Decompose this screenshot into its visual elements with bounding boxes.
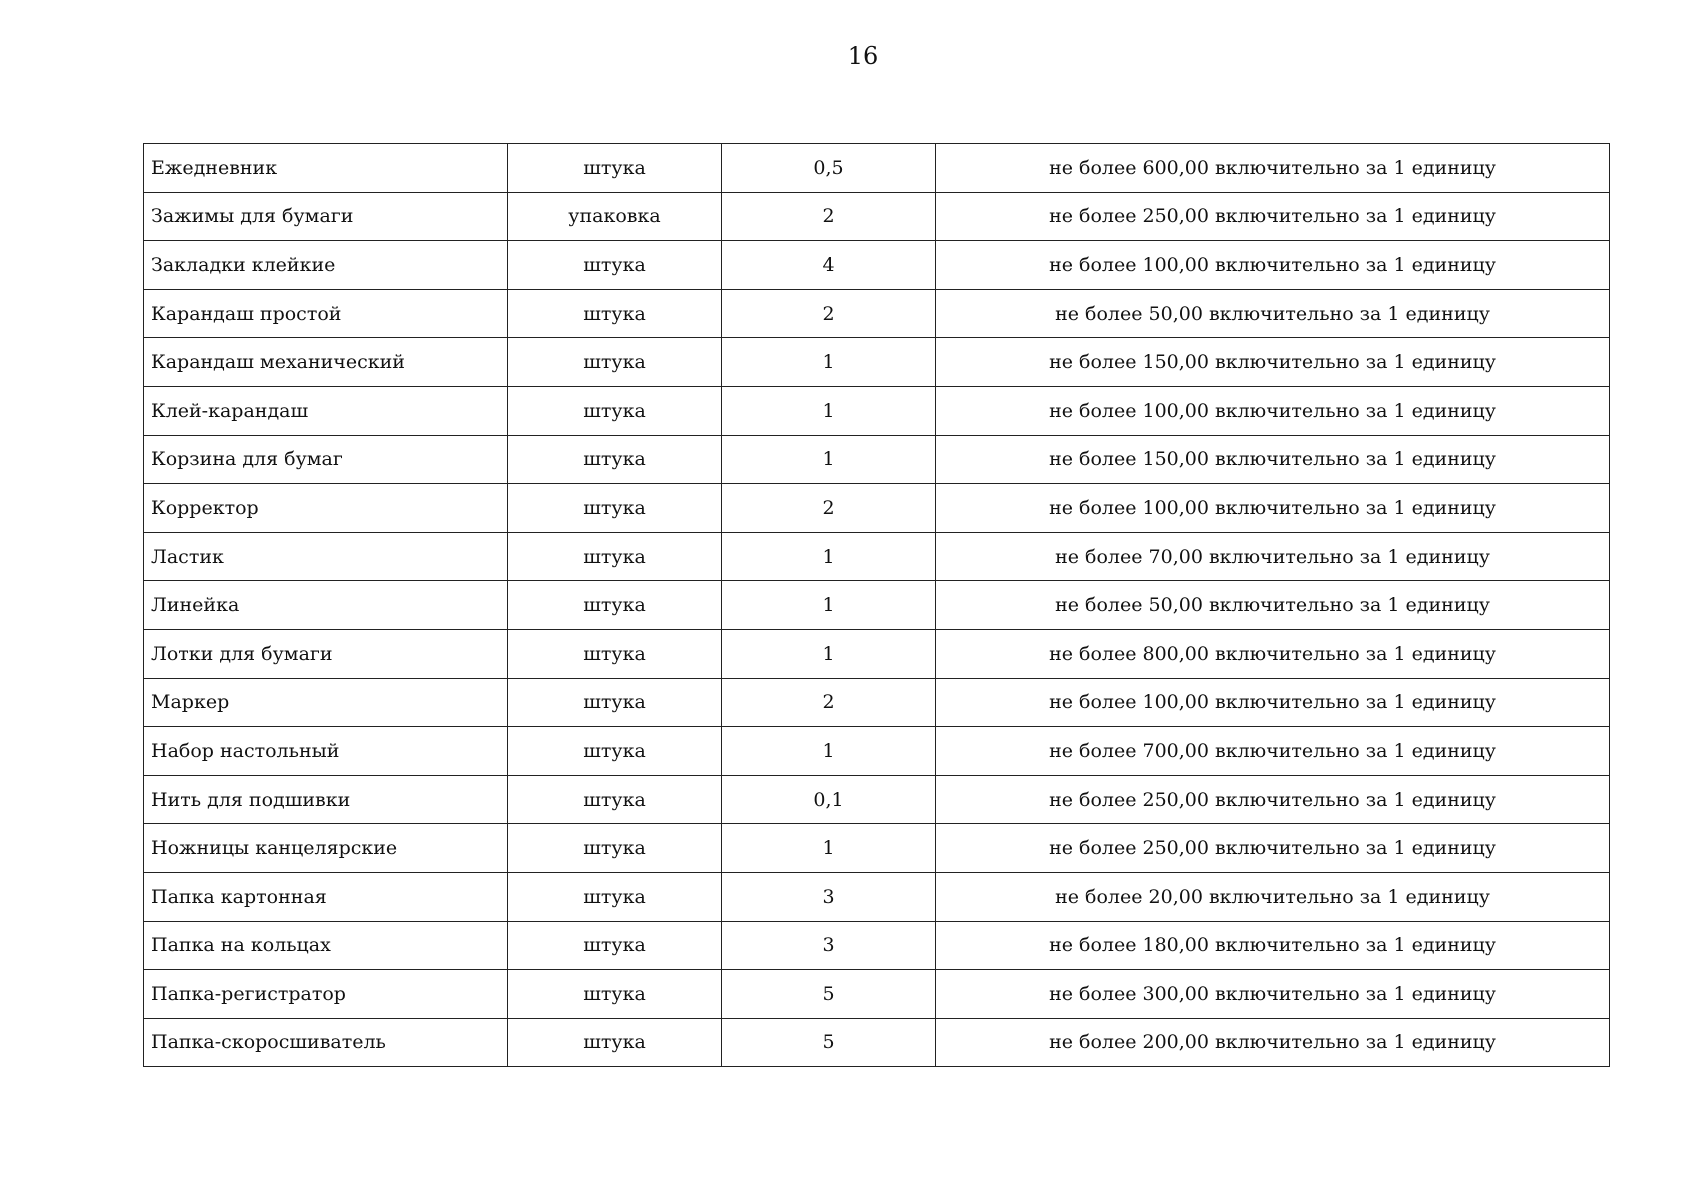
item-name-cell: Ножницы канцелярские (144, 824, 508, 873)
quantity-cell: 1 (722, 629, 936, 678)
supplies-table (143, 143, 1610, 1067)
item-name-cell: Папка картонная (144, 872, 508, 921)
item-name-cell: Закладки клейкие (144, 241, 508, 290)
item-name-cell: Папка-регистратор (144, 970, 508, 1019)
quantity-cell: 5 (722, 1018, 936, 1067)
table-row (144, 144, 1610, 193)
item-name-cell: Корзина для бумаг (144, 435, 508, 484)
quantity-cell: 5 (722, 970, 936, 1019)
price-limit-cell: не более 200,00 включительно за 1 единицу (936, 1018, 1610, 1067)
unit-cell: штука (508, 970, 722, 1019)
page-number: 16 (847, 42, 879, 70)
table-row (144, 338, 1610, 387)
price-limit-cell: не более 50,00 включительно за 1 единицу (936, 581, 1610, 630)
quantity-cell: 2 (722, 678, 936, 727)
price-limit-cell: не более 100,00 включительно за 1 единицу (936, 241, 1610, 290)
quantity-cell: 1 (722, 581, 936, 630)
price-limit-cell: не более 300,00 включительно за 1 единицу (936, 970, 1610, 1019)
unit-cell: штука (508, 872, 722, 921)
price-limit-cell: не более 50,00 включительно за 1 единицу (936, 289, 1610, 338)
unit-cell: штука (508, 678, 722, 727)
unit-cell: штука (508, 338, 722, 387)
unit-cell: штука (508, 775, 722, 824)
quantity-cell: 2 (722, 484, 936, 533)
item-name-cell: Клей-карандаш (144, 386, 508, 435)
quantity-cell: 1 (722, 727, 936, 776)
price-limit-cell: не более 180,00 включительно за 1 единицу (936, 921, 1610, 970)
unit-cell: штука (508, 581, 722, 630)
item-name-cell: Линейка (144, 581, 508, 630)
unit-cell: штука (508, 629, 722, 678)
quantity-cell: 1 (722, 386, 936, 435)
item-name-cell: Ластик (144, 532, 508, 581)
unit-cell: штука (508, 289, 722, 338)
table-row (144, 970, 1610, 1019)
price-limit-cell: не более 100,00 включительно за 1 единицу (936, 484, 1610, 533)
table-row (144, 629, 1610, 678)
table-row (144, 581, 1610, 630)
item-name-cell: Ежедневник (144, 144, 508, 193)
quantity-cell: 1 (722, 338, 936, 387)
quantity-cell: 3 (722, 921, 936, 970)
item-name-cell: Маркер (144, 678, 508, 727)
unit-cell: штука (508, 532, 722, 581)
price-limit-cell: не более 20,00 включительно за 1 единицу (936, 872, 1610, 921)
table-row (144, 1018, 1610, 1067)
unit-cell: штука (508, 727, 722, 776)
price-limit-cell: не более 250,00 включительно за 1 единицу (936, 192, 1610, 241)
unit-cell: штука (508, 1018, 722, 1067)
table-row (144, 678, 1610, 727)
unit-cell: штука (508, 144, 722, 193)
item-name-cell: Корректор (144, 484, 508, 533)
price-limit-cell: не более 800,00 включительно за 1 единицу (936, 629, 1610, 678)
price-limit-cell: не более 70,00 включительно за 1 единицу (936, 532, 1610, 581)
quantity-cell: 2 (722, 289, 936, 338)
unit-cell: штука (508, 921, 722, 970)
table-row (144, 386, 1610, 435)
table-row (144, 435, 1610, 484)
table-body (144, 144, 1610, 1067)
table-row (144, 824, 1610, 873)
price-limit-cell: не более 100,00 включительно за 1 единицу (936, 386, 1610, 435)
price-limit-cell: не более 150,00 включительно за 1 единицу (936, 338, 1610, 387)
unit-cell: упаковка (508, 192, 722, 241)
quantity-cell: 1 (722, 532, 936, 581)
table-row (144, 484, 1610, 533)
table-row (144, 727, 1610, 776)
table-row (144, 872, 1610, 921)
item-name-cell: Карандаш механический (144, 338, 508, 387)
table-row (144, 775, 1610, 824)
price-limit-cell: не более 250,00 включительно за 1 единицу (936, 775, 1610, 824)
quantity-cell: 4 (722, 241, 936, 290)
quantity-cell: 1 (722, 435, 936, 484)
item-name-cell: Набор настольный (144, 727, 508, 776)
table-row (144, 921, 1610, 970)
table-row (144, 241, 1610, 290)
table-row (144, 289, 1610, 338)
table-row (144, 532, 1610, 581)
price-limit-cell: не более 100,00 включительно за 1 единицу (936, 678, 1610, 727)
table-row (144, 192, 1610, 241)
unit-cell: штука (508, 241, 722, 290)
item-name-cell: Карандаш простой (144, 289, 508, 338)
unit-cell: штука (508, 824, 722, 873)
item-name-cell: Лотки для бумаги (144, 629, 508, 678)
price-limit-cell: не более 600,00 включительно за 1 единицу (936, 144, 1610, 193)
quantity-cell: 0,1 (722, 775, 936, 824)
quantity-cell: 0,5 (722, 144, 936, 193)
quantity-cell: 3 (722, 872, 936, 921)
price-limit-cell: не более 700,00 включительно за 1 единицу (936, 727, 1610, 776)
item-name-cell: Нить для подшивки (144, 775, 508, 824)
unit-cell: штука (508, 484, 722, 533)
price-limit-cell: не более 150,00 включительно за 1 единицу (936, 435, 1610, 484)
price-limit-cell: не более 250,00 включительно за 1 единицу (936, 824, 1610, 873)
item-name-cell: Папка на кольцах (144, 921, 508, 970)
item-name-cell: Зажимы для бумаги (144, 192, 508, 241)
unit-cell: штука (508, 386, 722, 435)
item-name-cell: Папка-скоросшиватель (144, 1018, 508, 1067)
quantity-cell: 2 (722, 192, 936, 241)
unit-cell: штука (508, 435, 722, 484)
quantity-cell: 1 (722, 824, 936, 873)
